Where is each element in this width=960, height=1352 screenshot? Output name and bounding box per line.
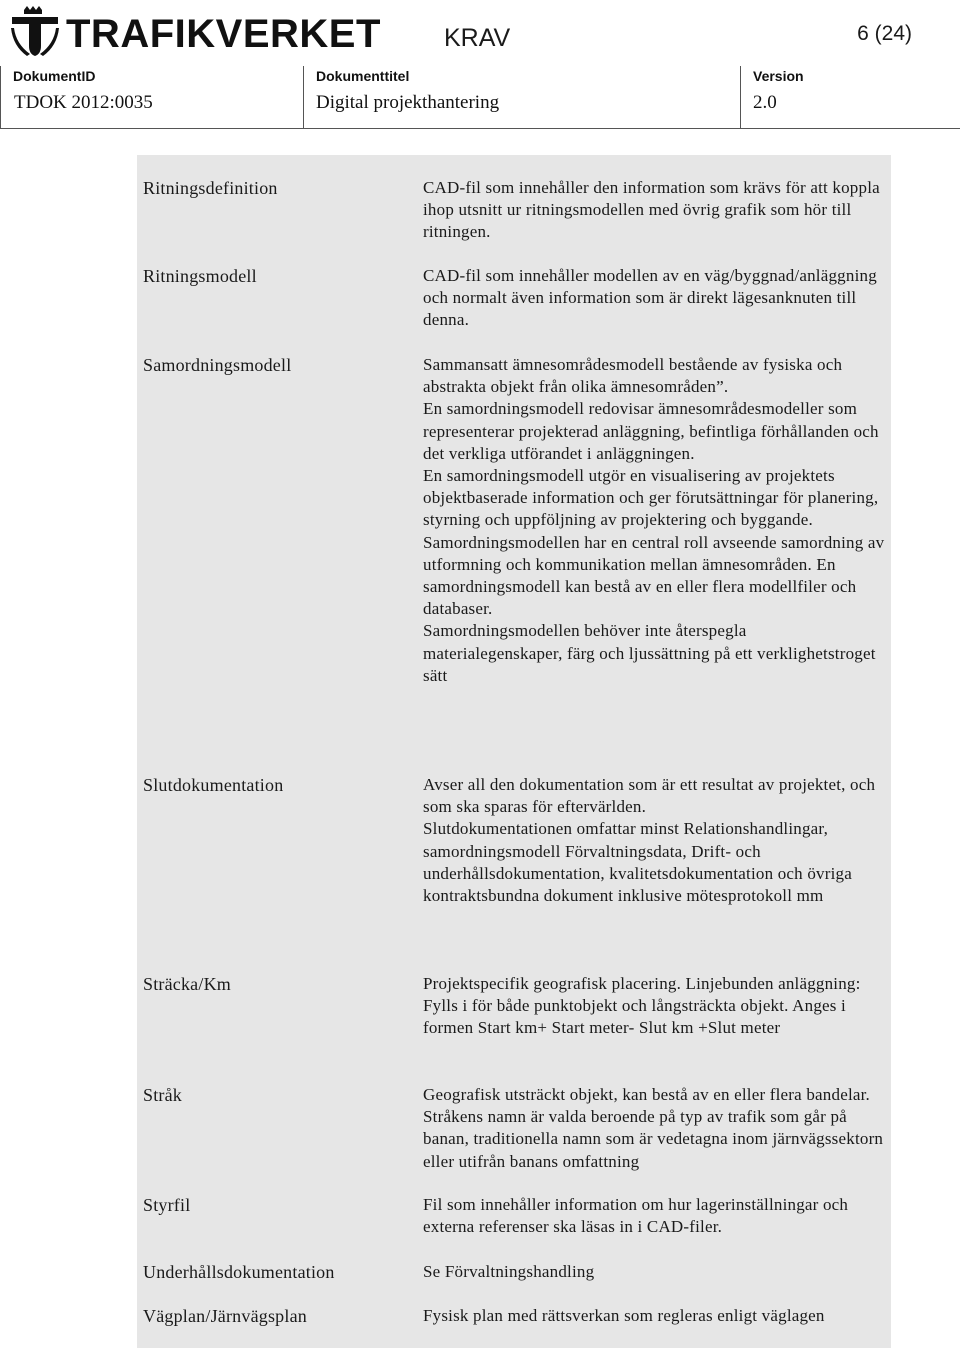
- meta-value: TDOK 2012:0035: [14, 92, 153, 113]
- definition-paragraph: Samordningsmodellen har en central roll avseende samordning av utformning och kommunikation mellan ämnesområden. En samordningsmodell kan bestå av en eller flera modellfiler och databaser.: [423, 532, 885, 619]
- definition-cell: [423, 774, 885, 907]
- term-cell: Ritningsmodell: [143, 266, 257, 286]
- term-cell: Slutdokumentation: [143, 775, 284, 795]
- term-cell: Stråk: [143, 1085, 182, 1105]
- definition-cell: [423, 354, 885, 687]
- definition-cell: [423, 1261, 885, 1283]
- term-cell: Ritningsdefinition: [143, 178, 278, 198]
- page-number: 6 (24): [857, 22, 912, 45]
- definition-cell: [423, 177, 885, 244]
- definition-cell: [423, 265, 885, 332]
- definition-paragraph: CAD-fil som innehåller modellen av en väg/byggnad/anläggning och normalt även information som är direkt lägesanknuten till denna.: [423, 266, 877, 330]
- definition-cell: [423, 1305, 885, 1327]
- meta-label: Dokumenttitel: [316, 68, 410, 84]
- definition-paragraph: Fysisk plan med rättsverkan som regleras enligt väglagen: [423, 1306, 825, 1325]
- meta-document-title: [303, 66, 741, 128]
- term-cell: Sträcka/Km: [143, 974, 231, 994]
- document-header: [0, 0, 960, 130]
- header-divider: [0, 128, 960, 129]
- definitions-table: [137, 155, 891, 1348]
- term-cell: Samordningsmodell: [143, 355, 292, 375]
- definition-paragraph: Sammansatt ämnesområdesmodell bestående av fysiska och abstrakta objekt från olika ämnesområden”.: [423, 355, 843, 397]
- meta-value: Digital projekthantering: [316, 92, 500, 113]
- definition-paragraph: Samordningsmodellen behöver inte återspegla materialegenskaper, färg och ljussättning på ett verklighetstroget sätt: [423, 621, 876, 685]
- meta-document-id: [0, 66, 304, 128]
- definition-paragraph: Projektspecifik geografisk placering. Linjebunden anläggning: Fylls i för både punktobjekt och långsträckta objekt. Anges i formen Start km+ Start meter- Slut km +Slut meter: [423, 974, 861, 1038]
- term-cell: Underhållsdokumentation: [143, 1262, 335, 1282]
- definition-paragraph: Geografisk utsträckt objekt, kan bestå av en eller flera bandelar. Stråkens namn är valda beroende på typ av trafik som går på banan, traditionella namn som är vedetagna inom järnvägssektorn eller utifrån banans omfattning: [423, 1085, 884, 1171]
- definition-paragraph: Avser all den dokumentation som är ett resultat av projektet, och som ska sparas för eftervärlden.: [423, 775, 876, 817]
- crown-emblem-icon: [11, 6, 59, 56]
- definition-paragraph: Se Förvaltningshandling: [423, 1262, 595, 1281]
- term-cell: Vägplan/Järnvägsplan: [143, 1306, 307, 1326]
- definition-paragraph: Slutdokumentationen omfattar minst Relationshandlingar, samordningsmodell Förvaltningsdata, Drift- och underhållsdokumentation, kvalitetsdokumentation och övriga kontraktsbundna dokument inklusive mötesprotokoll mm: [423, 819, 852, 906]
- definition-paragraph: Fil som innehåller information om hur lagerinställningar och externa referenser ska läsas in i CAD-filer.: [423, 1195, 849, 1237]
- definition-cell: [423, 1084, 885, 1173]
- meta-label: DokumentID: [13, 68, 96, 84]
- logo-wordmark: TRAFIKVERKET: [66, 12, 381, 56]
- meta-label: Version: [753, 68, 804, 84]
- term-cell: Styrfil: [143, 1195, 191, 1215]
- meta-value: 2.0: [753, 92, 777, 113]
- definition-cell: [423, 973, 885, 1040]
- definition-paragraph: En samordningsmodell utgör en visualisering av projektets objektbaserade information och ger förutsättningar för planering, styrning och uppföljning av projektering och byggande.: [423, 466, 879, 530]
- definition-cell: [423, 1194, 885, 1238]
- document-type: KRAV: [444, 24, 511, 52]
- meta-version: [740, 66, 960, 128]
- definition-paragraph: En samordningsmodell redovisar ämnesområdesmodeller som representerar projekterad anläggning, befintliga förhållanden och det verkliga utförandet i anläggningen.: [423, 399, 879, 463]
- definition-paragraph: CAD-fil som innehåller den information som krävs för att koppla ihop utsnitt ur ritningsmodellen med övrig grafik som hör till ritningen.: [423, 178, 880, 242]
